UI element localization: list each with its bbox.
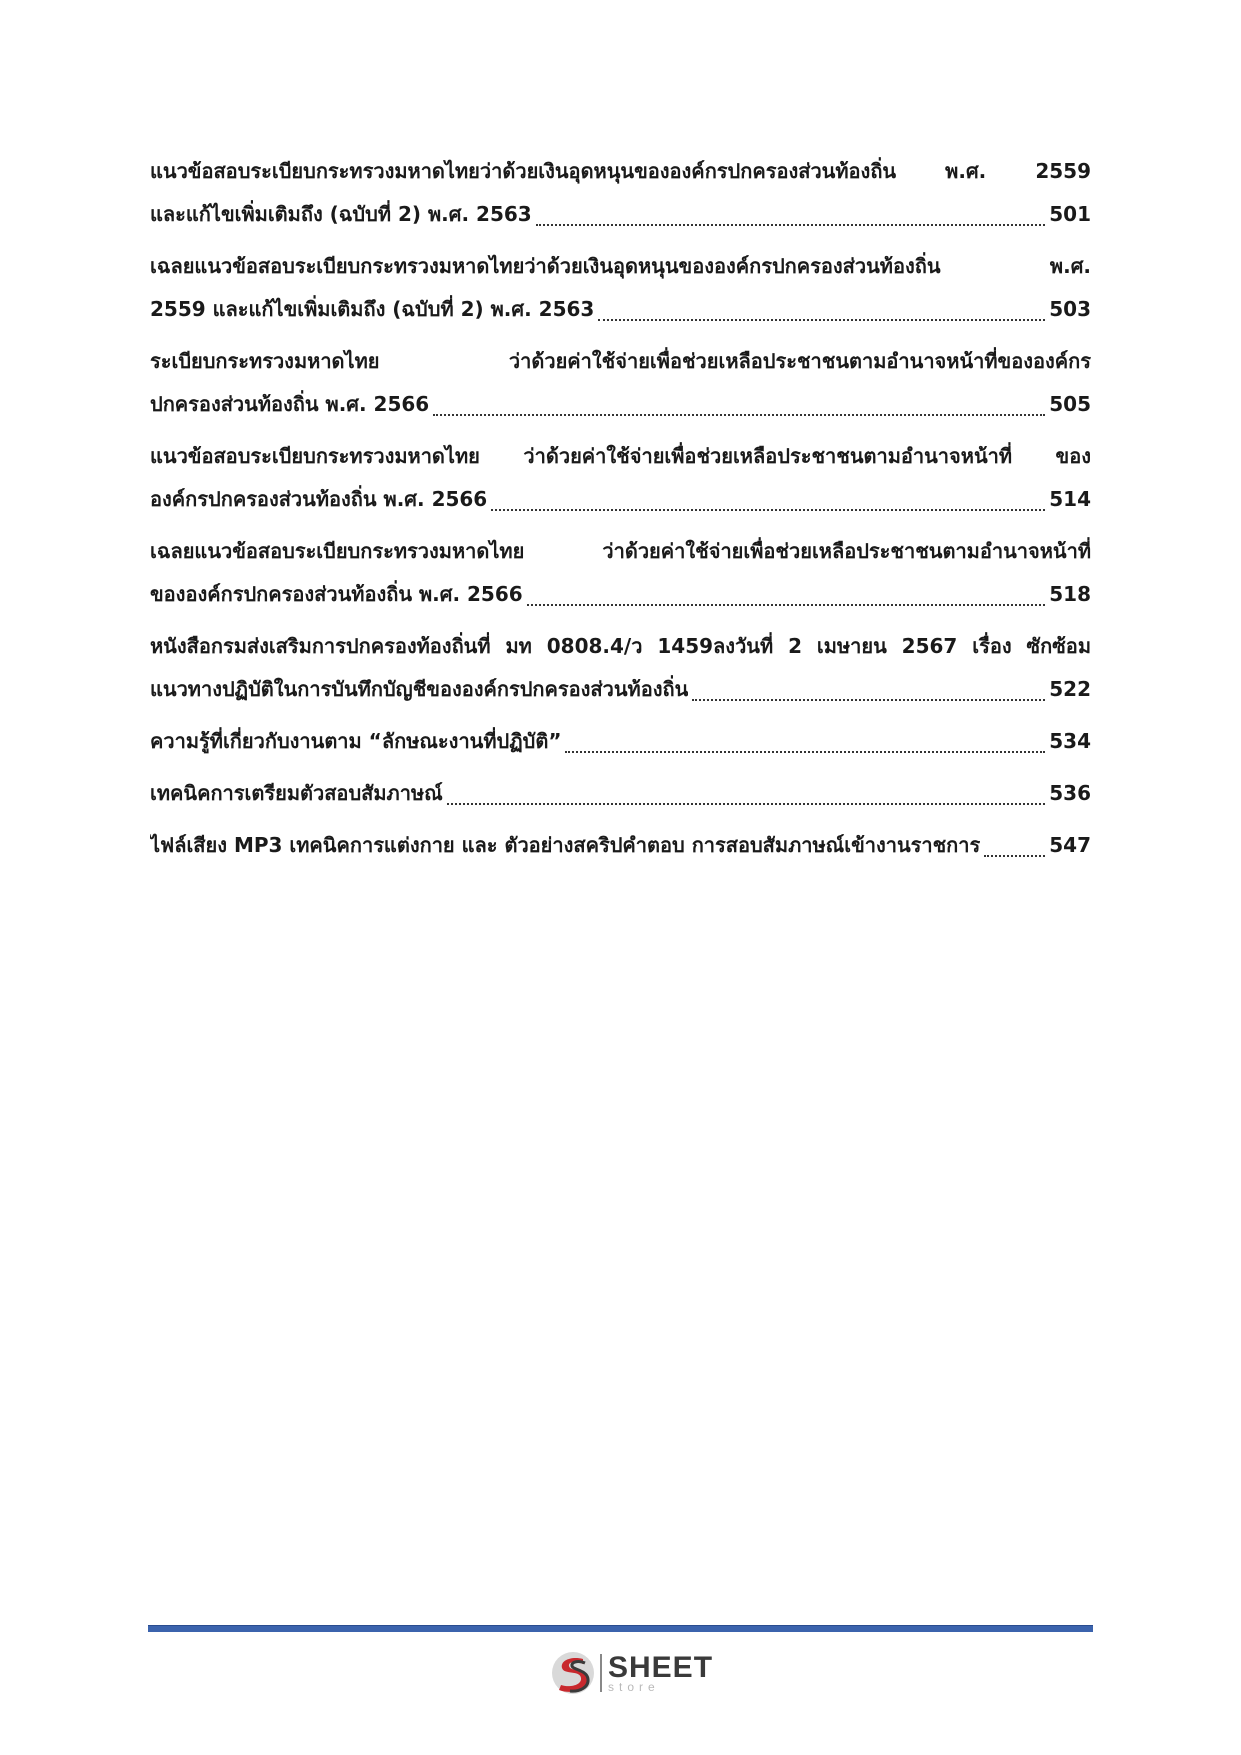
dot-leader <box>598 319 1045 321</box>
toc-entry-title-line: องค์กรปกครองส่วนท้องถิ่น พ.ศ. 2566 <box>150 487 488 511</box>
toc-line-2 <box>150 478 1091 521</box>
toc-page-number: 503 <box>1049 297 1091 321</box>
toc-page-number: 547 <box>1049 833 1091 857</box>
dot-leader <box>433 414 1045 416</box>
toc-line-1 <box>150 245 1091 288</box>
toc-line-1 <box>150 150 1091 193</box>
toc-line-2 <box>150 288 1091 331</box>
toc-entry[interactable] <box>150 245 1091 331</box>
toc-line-2 <box>150 383 1091 426</box>
dot-leader <box>536 224 1046 226</box>
table-of-contents <box>150 150 1091 876</box>
toc-page-number: 536 <box>1049 781 1091 805</box>
logo-wordmark <box>608 1650 714 1694</box>
toc-line-2 <box>150 668 1091 711</box>
footer-divider <box>148 1625 1093 1632</box>
toc-page-number: 522 <box>1049 677 1091 701</box>
toc-entry[interactable] <box>150 625 1091 711</box>
toc-line-1 <box>150 340 1091 383</box>
toc-entry-title-line: ปกครองส่วนท้องถิ่น พ.ศ. 2566 <box>150 392 430 416</box>
dot-leader <box>692 699 1045 701</box>
toc-page-number: 534 <box>1049 729 1091 753</box>
toc-line-1 <box>150 625 1091 668</box>
toc-line-1 <box>150 824 1091 867</box>
toc-entry-title-line: และแก้ไขเพิ่มเติมถึง (ฉบับที่ 2) พ.ศ. 2563 <box>150 202 532 226</box>
toc-line-1 <box>150 530 1091 573</box>
toc-entry[interactable] <box>150 720 1091 763</box>
toc-entry-title-line: เฉลยแนวข้อสอบระเบียบกระทรวงมหาดไทยว่าด้วยเงินอุดหนุนขององค์กรปกครองส่วนท้องถิ่น พ.ศ. <box>150 254 1091 278</box>
toc-entry-title-line: ขององค์กรปกครองส่วนท้องถิ่น พ.ศ. 2566 <box>150 582 523 606</box>
dot-leader <box>491 509 1045 511</box>
ss-logo-icon <box>550 1650 596 1696</box>
toc-line-2 <box>150 573 1091 616</box>
toc-line-1 <box>150 772 1091 815</box>
toc-entry-title-line: แนวทางปฏิบัติในการบันทึกบัญชีขององค์กรปกครองส่วนท้องถิ่น <box>150 677 689 701</box>
toc-entry-title-line: ความรู้ที่เกี่ยวกับงานตาม “ลักษณะงานที่ปฏิบัติ” <box>150 729 562 753</box>
toc-entry[interactable] <box>150 530 1091 616</box>
sheet-store-logo <box>550 1645 720 1700</box>
toc-entry-title-line: ไฟล์เสียง MP3 เทคนิคการแต่งกาย และ ตัวอย่างสคริปคำตอบ การสอบสัมภาษณ์เข้างานราชการ <box>150 833 981 857</box>
logo-separator <box>600 1654 602 1692</box>
toc-entry[interactable] <box>150 340 1091 426</box>
dot-leader <box>447 803 1046 805</box>
toc-page-number: 505 <box>1049 392 1091 416</box>
toc-line-1 <box>150 435 1091 478</box>
logo-main-text: SHEET <box>608 1650 714 1684</box>
toc-page-number: 501 <box>1049 202 1091 226</box>
toc-page-number: 518 <box>1049 582 1091 606</box>
toc-entry-title-line: เทคนิคการเตรียมตัวสอบสัมภาษณ์ <box>150 781 443 805</box>
toc-line-2 <box>150 193 1091 236</box>
toc-entry[interactable] <box>150 824 1091 867</box>
toc-entry[interactable] <box>150 435 1091 521</box>
dot-leader <box>527 604 1046 606</box>
toc-entry[interactable] <box>150 150 1091 236</box>
logo-sub-text: store <box>608 1679 660 1694</box>
dot-leader <box>565 751 1045 753</box>
toc-entry[interactable] <box>150 772 1091 815</box>
toc-entry-title-line: แนวข้อสอบระเบียบกระทรวงมหาดไทยว่าด้วยเงินอุดหนุนขององค์กรปกครองส่วนท้องถิ่น พ.ศ. 2559 <box>150 159 1091 183</box>
toc-entry-title-line: แนวข้อสอบระเบียบกระทรวงมหาดไทย ว่าด้วยค่าใช้จ่ายเพื่อช่วยเหลือประชาชนตามอำนาจหน้าที่ ของ <box>150 444 1091 468</box>
toc-line-1 <box>150 720 1091 763</box>
dot-leader <box>984 855 1045 857</box>
toc-entry-title-line: หนังสือกรมส่งเสริมการปกครองท้องถิ่นที่ มท 0808.4/ว 1459ลงวันที่ 2 เมษายน 2567 เรื่อง ซักซ้อม <box>150 634 1091 658</box>
toc-entry-title-line: ระเบียบกระทรวงมหาดไทย ว่าด้วยค่าใช้จ่ายเพื่อช่วยเหลือประชาชนตามอำนาจหน้าที่ขององค์กร <box>150 349 1091 373</box>
toc-page-number: 514 <box>1049 487 1091 511</box>
toc-entry-title-line: 2559 และแก้ไขเพิ่มเติมถึง (ฉบับที่ 2) พ.ศ. 2563 <box>150 297 595 321</box>
toc-entry-title-line: เฉลยแนวข้อสอบระเบียบกระทรวงมหาดไทย ว่าด้วยค่าใช้จ่ายเพื่อช่วยเหลือประชาชนตามอำนาจหน้าที่ <box>150 539 1091 563</box>
